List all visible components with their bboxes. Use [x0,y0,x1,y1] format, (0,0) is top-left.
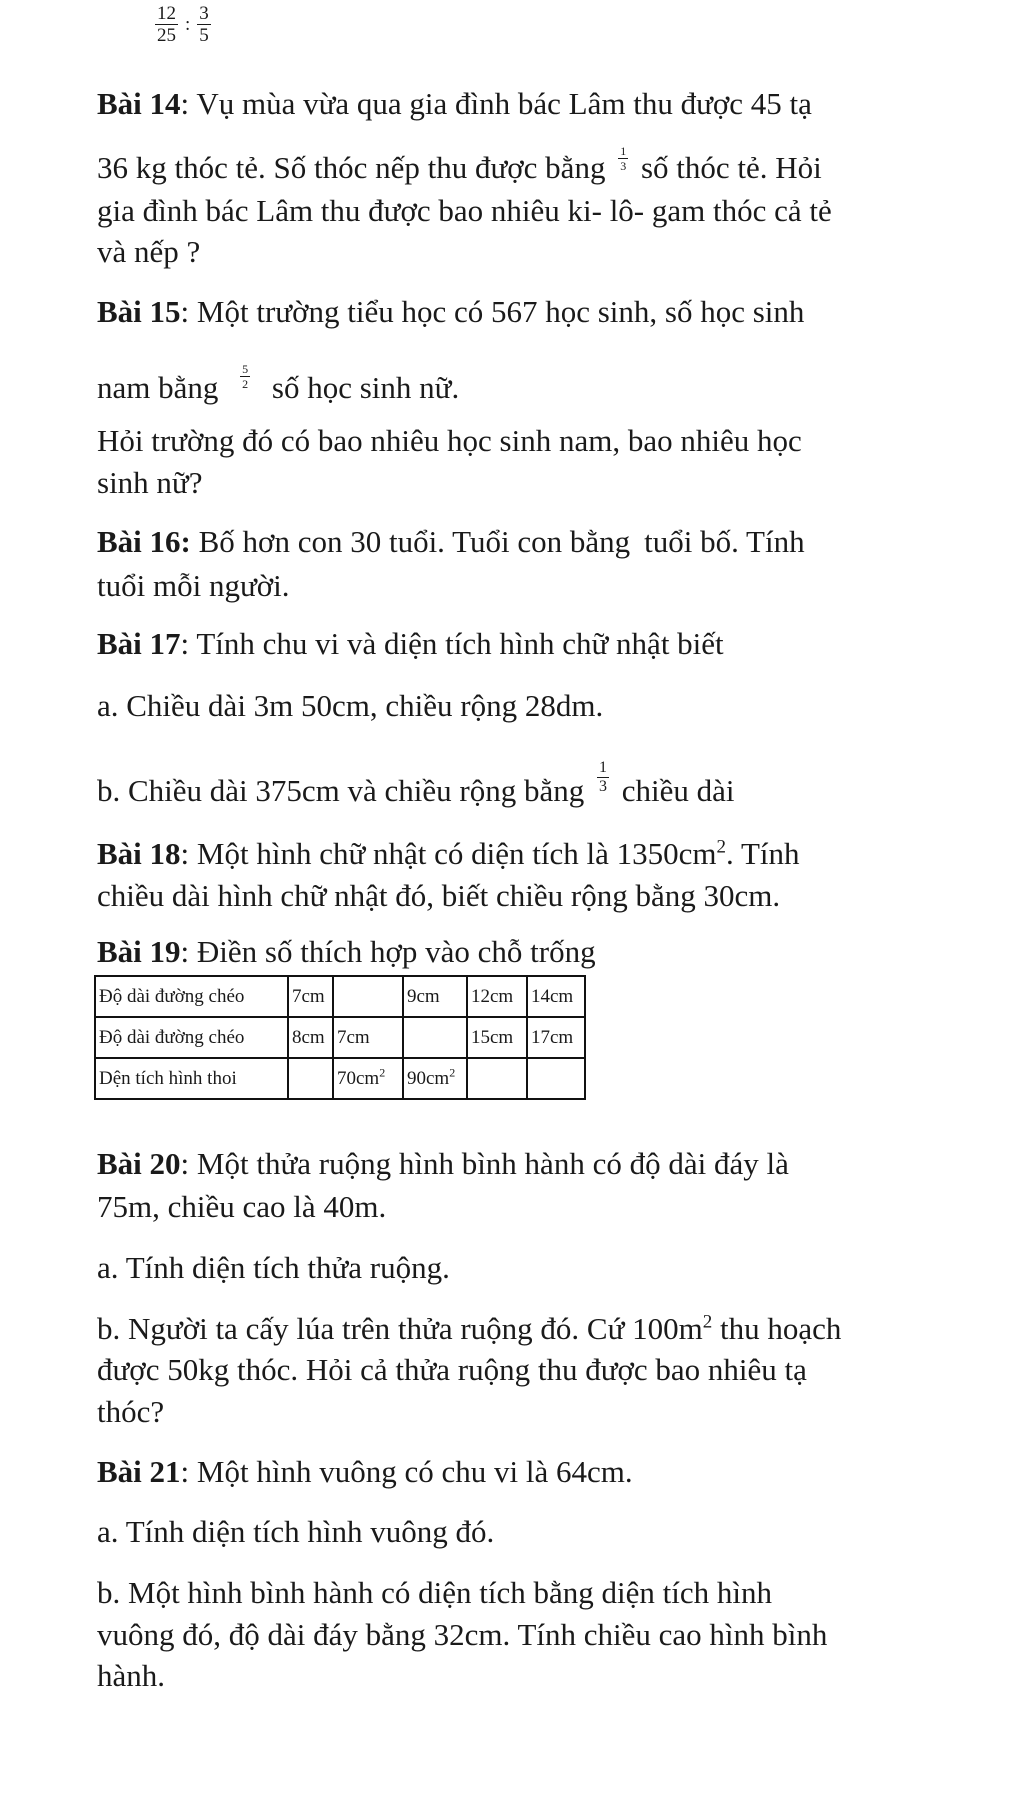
bai18-line2: chiều dài hình chữ nhật đó, biết chiều rộng bằng 30cm. [97,878,781,913]
bai16-label: Bài 16: [97,524,191,559]
table-cell [403,1017,467,1058]
table-row [95,1058,585,1099]
bai15-line4: sinh nữ? [97,465,203,500]
bai21-line1: Bài 21: Một hình vuông có chu vi là 64cm. [97,1454,633,1489]
bai18-line1: Bài 18: Một hình chữ nhật có diện tích là $1350cm^2$. Tính [97,836,800,871]
table-cell: 12cm [467,976,527,1017]
table-cell [467,1058,527,1099]
bai21-a: a. Tính diện tích hình vuông đó. [97,1514,495,1549]
bai20-line1: Bài 20: Một thửa ruộng hình bình hành có độ dài đáy là [97,1146,789,1181]
bai17-b: b. Chiều dài 375cm và chiều rộng bằng $\frac{1}{3}$ chiều dài [97,759,735,808]
table-cell: Độ dài đường chéo [95,1017,288,1058]
table-cell: 14cm [527,976,585,1017]
bai16-line2: tuổi mỗi người. [97,568,290,603]
table-cell [333,976,403,1017]
table-cell: 17cm [527,1017,585,1058]
bai18-label: Bài 18 [97,836,181,871]
table-cell: Độ dài đường chéo [95,976,288,1017]
fraction-1-3: $\frac{1}{3}$ [620,144,627,174]
bai19-line1: Bài 19: Điền số thích hợp vào chỗ trống [97,934,596,969]
fraction-1-3-b: $\frac{1}{3}$ [599,759,608,796]
bai20-line2: 75m, chiều cao là 40m. [97,1189,387,1224]
bai21-b2: vuông đó, độ dài đáy bằng 32cm. Tính chiều cao hình bình [97,1617,828,1652]
table-cell: $90cm^2$ [403,1058,467,1099]
bai17-line1: Bài 17: Tính chu vi và diện tích hình chữ nhật biết [97,626,724,661]
table-cell: 7cm [288,976,333,1017]
bai15-line1: Bài 15: Một trường tiểu học có 567 học sinh, số học sinh [97,294,805,329]
table-cell: 9cm [403,976,467,1017]
bai21-b3: hành. [97,1658,166,1693]
bai14-line1: Bài 14: Vụ mùa vừa qua gia đình bác Lâm thu được 45 tạ [97,86,812,121]
table-cell: 8cm [288,1017,333,1058]
table-row [95,976,585,1017]
bai17-label: Bài 17 [97,626,181,661]
bai19-label: Bài 19 [97,934,181,969]
bai15-label: Bài 15 [97,294,181,329]
table-cell [527,1058,585,1099]
bai14-line2: 36 kg thóc tẻ. Số thóc nếp thu được bằng $\frac{1}{3}$ số thóc tẻ. Hỏi [97,144,822,185]
bai20-b1: b. Người ta cấy lúa trên thửa ruộng đó. Cứ $100m^2$ thu hoạch [97,1311,842,1346]
table-row [95,1017,585,1058]
table-cell: Dện tích hình thoi [95,1058,288,1099]
fraction-3-5: $\frac{3}{5}$ [199,3,209,46]
bai15-line3: Hỏi trường đó có bao nhiêu học sinh nam, bao nhiêu học [97,423,802,458]
bai21-label: Bài 21 [97,1454,181,1489]
table-cell: $70cm^2$ [333,1058,403,1099]
top-fraction-expression: $\frac{12}{25}$ : $\frac{3}{5}$ [157,3,209,46]
bai17-a: a. Chiều dài 3m 50cm, chiều rộng 28dm. [97,688,604,723]
table-cell: 7cm [333,1017,403,1058]
bai16-line1: Bài 16: Bố hơn con 30 tuổi. Tuổi con bằng tuổi bố. Tính [97,524,805,559]
rhombus-table [94,975,586,1100]
fraction-12-25: $\frac{12}{25}$ [157,3,176,46]
table-cell: 15cm [467,1017,527,1058]
fraction-5-2: $\frac{5}{2}$ [242,362,249,392]
bai20-a: a. Tính diện tích thửa ruộng. [97,1250,450,1285]
bai20-b2: được 50kg thóc. Hỏi cả thửa ruộng thu được bao nhiêu tạ [97,1352,807,1387]
bai15-line2: nam bằng $\frac{5}{2}$ số học sinh nữ. [97,362,460,405]
bai20-b3: thóc? [97,1394,165,1429]
bai14-label: Bài 14 [97,86,181,121]
table-cell [288,1058,333,1099]
bai20-label: Bài 20 [97,1146,181,1181]
bai21-b1: b. Một hình bình hành có diện tích bằng diện tích hình [97,1575,773,1610]
bai14-line3: gia đình bác Lâm thu được bao nhiêu ki- lô- gam thóc cả tẻ [97,193,832,228]
bai14-line4: và nếp ? [97,234,201,269]
